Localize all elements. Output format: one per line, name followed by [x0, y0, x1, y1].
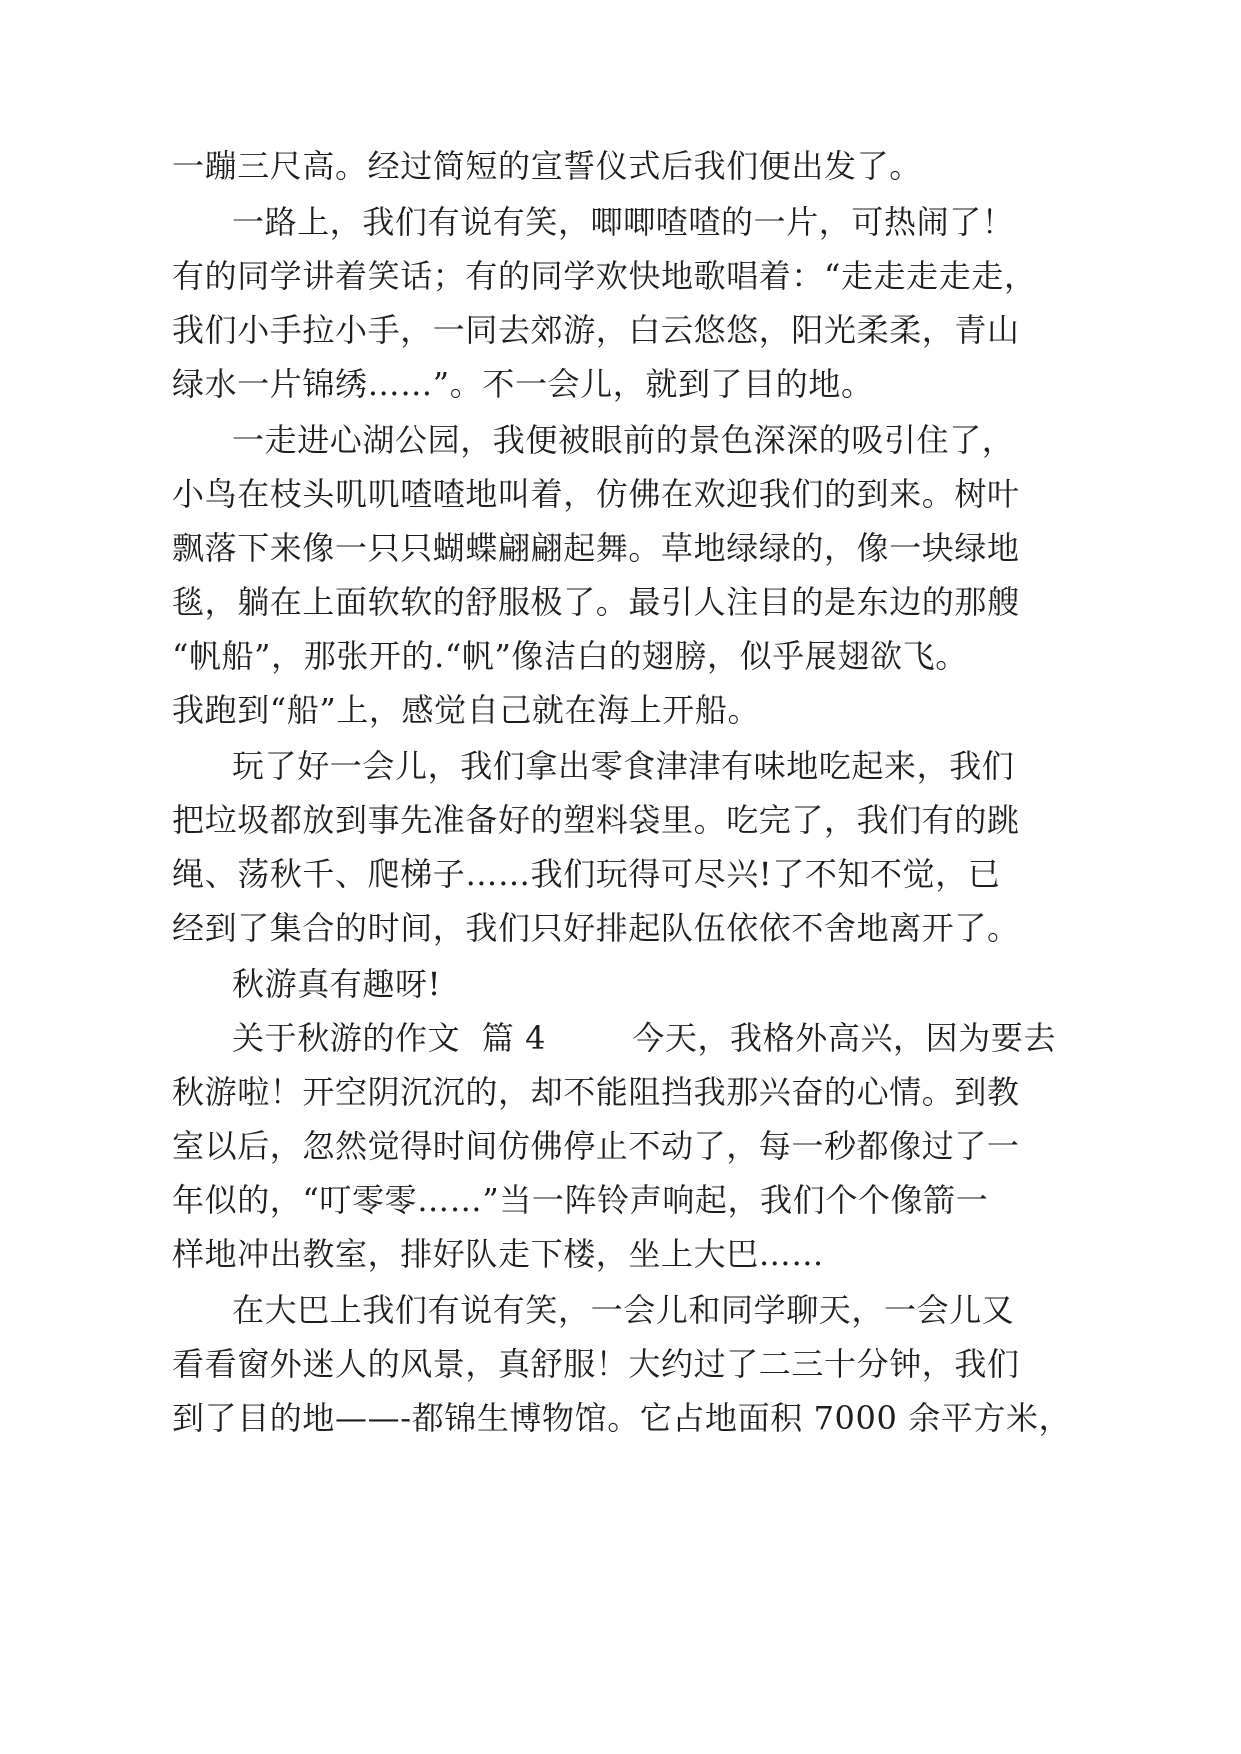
line-text: 到了目的地——-都锦生博物馆。它占地面积 7000 余平方米， [172, 1399, 1072, 1437]
line-text: 我跑到“船”上，感觉自己就在海上开船。 [172, 691, 761, 729]
line-text: 我们小手拉小手，一同去郊游，白云悠悠，阳光柔柔，青山 [172, 311, 1020, 349]
text-line [0, 1222, 1241, 1286]
text-line [0, 352, 1241, 416]
line-text: 看看窗外迷人的风景，真舒服！大约过了二三十分钟，我们 [172, 1345, 1020, 1383]
line-text: 在大巴上我们有说有笑，一会儿和同学聊天，一会儿又 [232, 1291, 1015, 1329]
line-text: 绳、荡秋千、爬梯子……我们玩得可尽兴!了不知不觉，已 [172, 855, 1001, 893]
line-text: 绿水一片锦绣……”。不一会儿，就到了目的地。 [172, 365, 874, 403]
line-text: 秋游啦！开空阴沉沉的，却不能阻挡我那兴奋的心情。到教 [172, 1073, 1020, 1111]
line-text: 一走进心湖公园，我便被眼前的景色深深的吸引住了， [232, 421, 1015, 459]
line-text: 一蹦三尺高。经过简短的宣誓仪式后我们便出发了。 [172, 147, 922, 185]
line-text: 一路上，我们有说有笑，唧唧喳喳的一片，可热闹了！ [232, 203, 1015, 241]
line-text: “帆船”，那张开的.“帆”像洁白的翅膀，似乎展翅欲飞。 [172, 637, 968, 675]
line-text: 室以后，忽然觉得时间仿佛停止不动了，每一秒都像过了一 [172, 1127, 1020, 1165]
line-text: 经到了集合的时间，我们只好排起队伍依依不舍地离开了。 [172, 909, 1020, 947]
line-text: 飘落下来像一只只蝴蝶翩翩起舞。草地绿绿的，像一块绿地 [172, 529, 1020, 567]
text-line [0, 1386, 1241, 1450]
line-text: 小鸟在枝头叽叽喳喳地叫着，仿佛在欢迎我们的到来。树叶 [172, 475, 1020, 513]
text-line [0, 896, 1241, 960]
text-line [0, 134, 1241, 198]
line-text: 玩了好一会儿，我们拿出零食津津有味地吃起来，我们 [232, 747, 1015, 785]
line-text: 毯，躺在上面软软的舒服极了。最引人注目的是东边的那艘 [172, 583, 1020, 621]
line-text: 把垃圾都放到事先准备好的塑料袋里。吃完了，我们有的跳 [172, 801, 1020, 839]
line-text: 秋游真有趣呀! [232, 965, 442, 1003]
line-text: 有的同学讲着笑话；有的同学欢快地歌唱着：“走走走走走， [172, 257, 1037, 295]
text-line [0, 678, 1241, 742]
line-text: 关于秋游的作文 篇 4 今天，我格外高兴，因为要去 [232, 1019, 1057, 1057]
line-text: 样地冲出教室，排好队走下楼，坐上大巴…… [172, 1235, 825, 1273]
line-text: 年似的，“叮零零……”当一阵铃声响起，我们个个像箭一 [172, 1181, 989, 1219]
